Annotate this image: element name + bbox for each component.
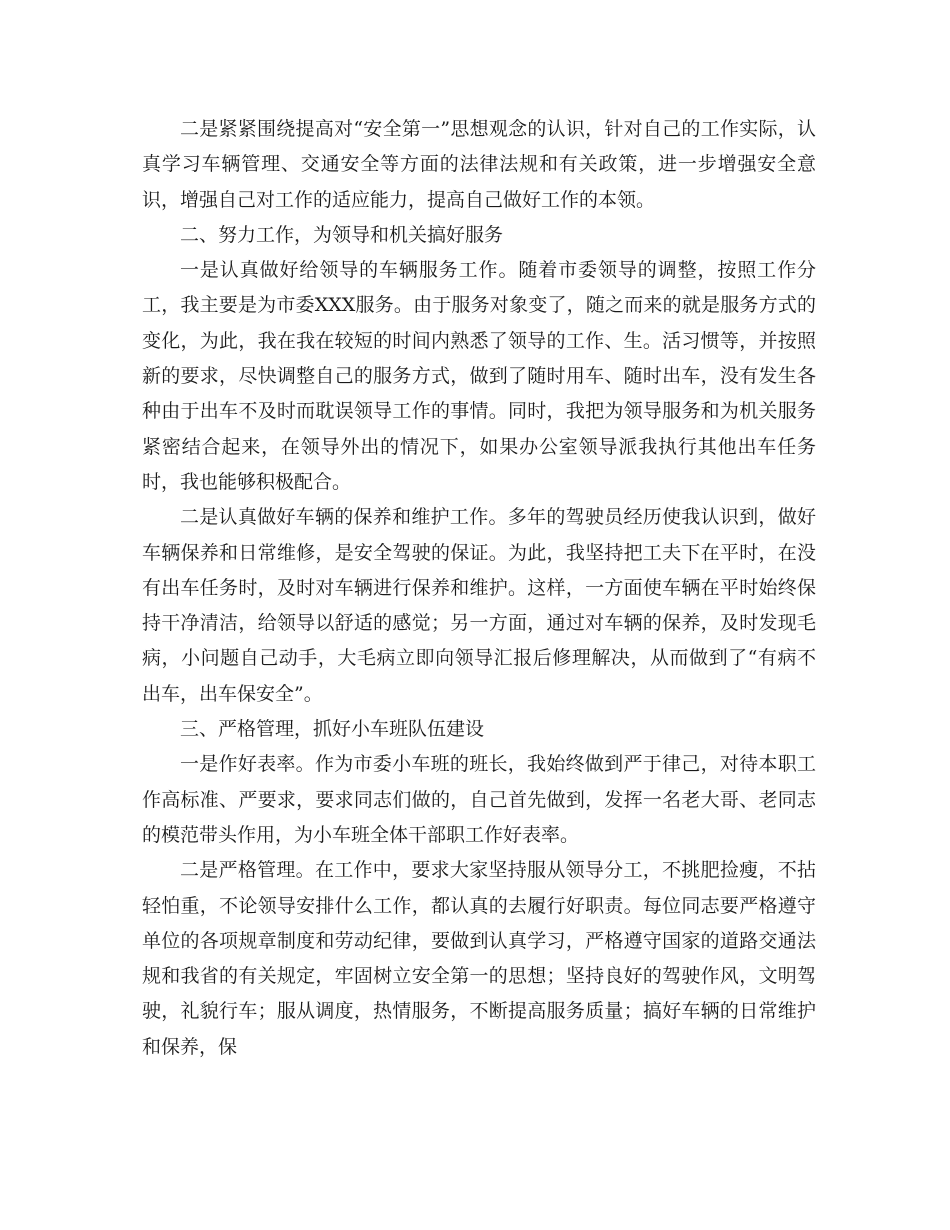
paragraph-vehicle-maintenance: 二是认真做好车辆的保养和维护工作。多年的驾驶员经历使我认识到，做好车辆保养和日常维修，是安全驾驶的保证。为此，我坚持把工夫下在平时，在没有出车任务时，及时对车辆进行保养和维护。这样，一方面使车辆在平时始终保持干净清洁，给领导以舒适的感觉；另一方面，通过对车辆的保养，及时发现毛病，小问题自己动手，大毛病立即向领导汇报后修理解决，从而做到了“有病不出车，出车保安全”。 <box>142 506 816 705</box>
paragraph-safety-awareness: 二是紧紧围绕提高对“安全第一”思想观念的认识，针对自己的工作实际，认真学习车辆管理、交通安全等方面的法律法规和有关政策，进一步增强安全意识，增强自己对工作的适应能力，提高自己做好工作的本领。 <box>142 118 816 211</box>
paragraph-strict-management: 二是严格管理。在工作中，要求大家坚持服从领导分工，不挑肥捡瘦，不拈轻怕重，不论领导安排什么工作，都认真的去履行好职责。每位同志要严格遵守单位的各项规章制度和劳动纪律，要做到认真学习，严格遵守国家的道路交通法规和我省的有关规定，牢固树立安全第一的思想；坚持良好的驾驶作风，文明驾驶，礼貌行车；服从调度，热情服务，不断提高服务质量；搞好车辆的日常维护和保养，保 <box>142 859 816 1058</box>
section-heading-service: 二、努力工作，为领导和机关搞好服务 <box>180 223 504 246</box>
paragraph-leader-vehicle-service: 一是认真做好给领导的车辆服务工作。随着市委领导的调整，按照工作分工，我主要是为市委XXX服务。由于服务对象变了，随之而来的就是服务方式的变化，为此，我在我在较短的时间内熟悉了领导的工作、生。活习惯等，并按照新的要求，尽快调整自己的服务方式，做到了随时用车、随时出车，没有发生各种由于出车不及时而耽误领导工作的事情。同时，我把为领导服务和为机关服务紧密结合起来，在领导外出的情况下，如果办公室领导派我执行其他出车任务时，我也能够积极配合。 <box>142 259 816 493</box>
section-heading-team-management: 三、严格管理，抓好小车班队伍建设 <box>180 718 485 741</box>
paragraph-set-example: 一是作好表率。作为市委小车班的班长，我始终做到严于律己，对待本职工作高标准、严要求，要求同志们做的，自己首先做到，发挥一名老大哥、老同志的模范带头作用，为小车班全体干部职工作好表率。 <box>142 753 816 846</box>
document-page <box>142 112 816 1065</box>
